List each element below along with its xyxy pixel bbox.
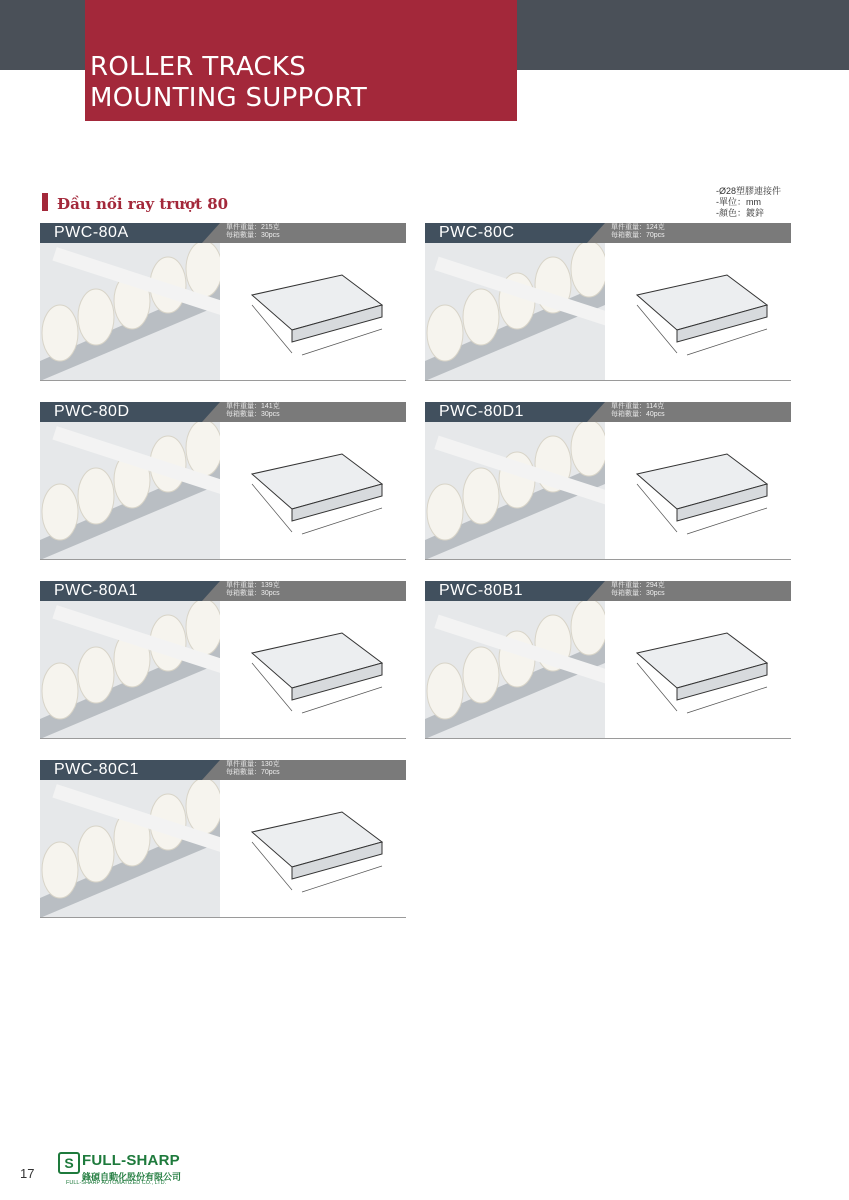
card-rule — [40, 917, 406, 918]
roller-wheel — [463, 468, 499, 524]
roller-wheel — [42, 305, 78, 361]
roller-wheel — [186, 780, 220, 834]
card-rule — [40, 559, 406, 560]
roller-wheel — [571, 422, 605, 476]
section-title: Đầu nối ray trượt 80 — [57, 195, 229, 213]
product-card — [40, 760, 406, 919]
product-photo — [40, 601, 220, 739]
product-drawing — [232, 782, 404, 916]
roller-wheel — [427, 484, 463, 540]
roller-wheel — [42, 484, 78, 540]
product-code: PWC-80D1 — [439, 403, 524, 420]
product-photo — [425, 243, 605, 381]
card-rule — [425, 738, 791, 739]
product-code: PWC-80C — [439, 224, 515, 241]
product-photo — [40, 422, 220, 560]
roller-wheel — [463, 289, 499, 345]
note-color: -顏色：鍍鋅 — [716, 208, 764, 218]
roller-wheel — [78, 289, 114, 345]
product-meta — [226, 582, 280, 598]
product-code: PWC-80A — [54, 224, 129, 241]
product-code: PWC-80A1 — [54, 582, 139, 599]
product-meta — [226, 403, 280, 419]
product-pack: 每箱數量：70pcs — [226, 769, 280, 776]
brand-name: FULL-SHARP — [82, 1152, 180, 1169]
roller-wheel — [42, 842, 78, 898]
product-photo — [40, 780, 220, 918]
product-card — [425, 223, 791, 382]
product-code: PWC-80C1 — [54, 761, 139, 778]
product-drawing — [232, 424, 404, 558]
roller-wheel — [427, 663, 463, 719]
roller-wheel — [186, 422, 220, 476]
product-pack: 每箱數量：30pcs — [226, 590, 280, 597]
page-title-line-1: ROLLER TRACKS — [90, 52, 307, 82]
product-drawing — [232, 245, 404, 379]
product-card — [425, 402, 791, 561]
roller-wheel — [571, 243, 605, 297]
product-card — [425, 581, 791, 740]
roller-wheel — [186, 601, 220, 655]
roller-wheel — [463, 647, 499, 703]
product-drawing — [617, 245, 789, 379]
product-meta — [611, 582, 665, 598]
product-weight: 單件重量：130克 — [226, 761, 280, 768]
product-code: PWC-80B1 — [439, 582, 524, 599]
section-marker — [42, 193, 48, 211]
product-weight: 單件重量：124克 — [611, 224, 665, 231]
note-unit: -單位：mm — [716, 197, 761, 207]
product-weight: 單件重量：141克 — [226, 403, 280, 410]
product-photo — [40, 243, 220, 381]
roller-photo-illustration — [425, 422, 605, 560]
roller-photo-illustration — [40, 601, 220, 739]
brand-logo — [58, 1152, 198, 1188]
roller-photo-illustration — [40, 780, 220, 918]
roller-photo-illustration — [40, 243, 220, 381]
card-rule — [40, 738, 406, 739]
roller-wheel — [571, 601, 605, 655]
brand-name-en: FULL-SHARP AUTOMATIZED CO., LTD. — [66, 1180, 167, 1186]
product-pack: 每箱數量：40pcs — [611, 411, 665, 418]
product-drawing — [617, 603, 789, 737]
page-title-line-2: MOUNTING SUPPORT — [90, 83, 367, 113]
roller-photo-illustration — [40, 422, 220, 560]
technical-drawing — [617, 603, 789, 737]
roller-wheel — [427, 305, 463, 361]
roller-wheel — [42, 663, 78, 719]
technical-drawing — [617, 424, 789, 558]
product-weight: 單件重量：215克 — [226, 224, 280, 231]
card-rule — [425, 559, 791, 560]
roller-photo-illustration — [425, 601, 605, 739]
note-connector: -Ø28塑膠連接件 — [716, 186, 782, 196]
product-pack: 每箱數量：30pcs — [226, 232, 280, 239]
technical-drawing — [232, 245, 404, 379]
product-weight: 單件重量：294克 — [611, 582, 665, 589]
card-rule — [40, 380, 406, 381]
product-weight: 單件重量：139克 — [226, 582, 280, 589]
product-meta — [611, 224, 665, 240]
card-rule — [425, 380, 791, 381]
roller-wheel — [78, 826, 114, 882]
roller-photo-illustration — [425, 243, 605, 381]
product-meta — [226, 761, 280, 777]
technical-drawing — [232, 424, 404, 558]
technical-drawing — [232, 782, 404, 916]
product-pack: 每箱數量：30pcs — [611, 590, 665, 597]
roller-wheel — [78, 647, 114, 703]
technical-drawing — [617, 245, 789, 379]
product-card — [40, 402, 406, 561]
product-photo — [425, 601, 605, 739]
spec-notes — [716, 186, 781, 219]
product-meta — [611, 403, 665, 419]
brand-name-cn: 鋒碩自動化股份有限公司 — [82, 1172, 182, 1182]
logo-s-icon: S — [58, 1152, 80, 1174]
product-photo — [425, 422, 605, 560]
page-number: 17 — [20, 1166, 35, 1181]
roller-wheel — [78, 468, 114, 524]
technical-drawing — [232, 603, 404, 737]
product-pack: 每箱數量：30pcs — [226, 411, 280, 418]
product-meta — [226, 224, 280, 240]
roller-wheel — [186, 243, 220, 297]
product-card — [40, 581, 406, 740]
product-pack: 每箱數量：70pcs — [611, 232, 665, 239]
product-weight: 單件重量：114克 — [611, 403, 665, 410]
product-card — [40, 223, 406, 382]
product-code: PWC-80D — [54, 403, 130, 420]
product-drawing — [617, 424, 789, 558]
product-drawing — [232, 603, 404, 737]
